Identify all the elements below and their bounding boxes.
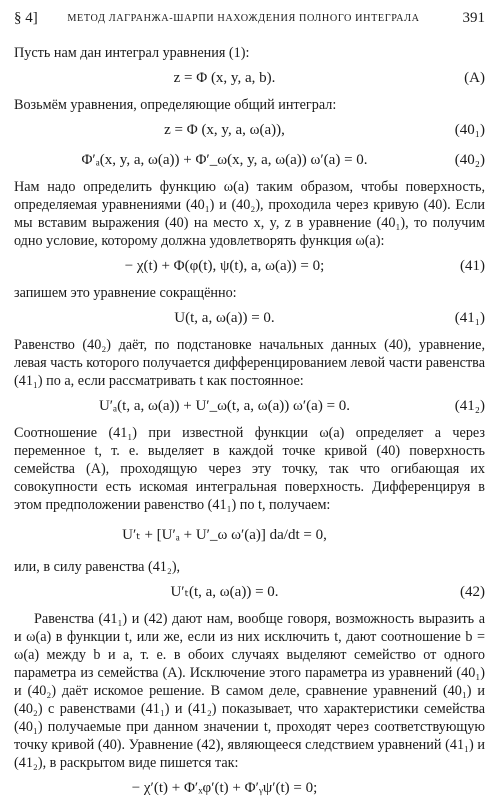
paragraph: запишем это уравнение сокращённо: — [14, 285, 237, 301]
equation-expression: U′ₜ(t, a, ω(a)) = 0. — [170, 584, 279, 600]
equation-expression: U′ₜ + [U′ₐ + U′_ω ω′(a)] da/dt = 0, — [122, 527, 327, 543]
equation — [14, 254, 485, 278]
equation — [14, 148, 485, 172]
equation-expression: z = Φ (x, y, a, b). — [173, 70, 276, 86]
equation — [14, 776, 485, 800]
paragraph: Пусть нам дан интеграл уравнения (1): — [14, 45, 250, 61]
equation — [14, 394, 485, 418]
equation — [14, 66, 485, 90]
equation-expression: − χ′(t) + Φ′ₓφ′(t) + Φ′ᵧψ′(t) = 0; — [131, 780, 318, 796]
equation — [14, 518, 485, 552]
section-marker: § 4] — [14, 10, 38, 26]
paragraph: Нам надо определить функцию ω(a) таким образом, чтобы поверхность, определяемая уравнениями (40₁) и (40₂), проходила через кривую (40). Если мы вставим выражения (40) на место x, y, z в уравнение (40₁), то получим одно условие, которому должна удовлетворять функция ω(a): — [14, 179, 485, 249]
equation-expression: Φ′ₐ(x, y, a, ω(a)) + Φ′_ω(x, y, a, ω(a)) ω′(a) = 0. — [81, 152, 368, 168]
equation-number: (42) — [460, 584, 485, 600]
equation-number: (A) — [464, 70, 485, 86]
equation — [14, 118, 485, 142]
equation — [14, 306, 485, 330]
equation — [14, 580, 485, 604]
equation-number: (41₂) — [454, 398, 485, 414]
paragraph: Соотношение (41₁) при известной функции ω(a) определяет a через переменное t, т. е. выделяет в каждой точке кривой (40) поверхность семейства (A), проходящую через эту точку, так что огибающая их совокупности есть искомая интегральная поверхность. Дифференцируя в этом предположении равенство (41₁) по t, получаем: — [14, 425, 485, 513]
equation-expression: U′ₐ(t, a, ω(a)) + U′_ω(t, a, ω(a)) ω′(a) = 0. — [98, 398, 351, 414]
equation-number: (40₂) — [454, 152, 485, 168]
equation-expression: z = Φ (x, y, a, ω(a)), — [164, 122, 285, 138]
paragraph: Возьмём уравнения, определяющие общий интеграл: — [14, 97, 337, 113]
equation-number: (41) — [460, 258, 485, 274]
paragraph: Равенство (40₂) даёт, по подстановке начальных данных (40), уравнение, левая часть которого получается дифференцированием левой части равенства (41₁) по a, если рассматривать t как постоянное: — [14, 337, 485, 389]
equation-expression: − χ(t) + Φ(φ(t), ψ(t), a, ω(a)) = 0; — [124, 258, 325, 274]
running-header — [14, 10, 485, 30]
paragraph: Равенства (41₁) и (42) дают нам, вообще говоря, возможность выразить a и ω(a) в функции t, или же, если из них исключить t, дают соотношение b = ω(a) между b и a, т. е. в обоих случаях выделяют семейство от одного параметра из семейства (A). Исключение этого параметра из уравнений (40₁) и (40₂) даёт искомое решение. В самом деле, сравнение уравнений (40₁) и (40₂) с равенствами (41₁) и (41₂) показывает, что характеристики семейства (40₁) получаемые при данном значении t, проходят через соответствующую точку кривой (40). Уравнение (42), являющееся следствием уравнений (41₁) и (41₂), в раскрытом виде пишется так: — [14, 611, 485, 771]
page-body — [14, 44, 485, 806]
running-title: МЕТОД ЛАГРАНЖА-ШАРПИ НАХОЖДЕНИЯ ПОЛНОГО ИНТЕГРАЛА — [67, 13, 420, 24]
page-number: 391 — [462, 10, 485, 26]
equation-number: (40₁) — [454, 122, 485, 138]
equation-expression: U(t, a, ω(a)) = 0. — [174, 310, 275, 326]
equation-number: (41₁) — [454, 310, 485, 326]
paragraph: или, в силу равенства (41₂), — [14, 559, 181, 575]
